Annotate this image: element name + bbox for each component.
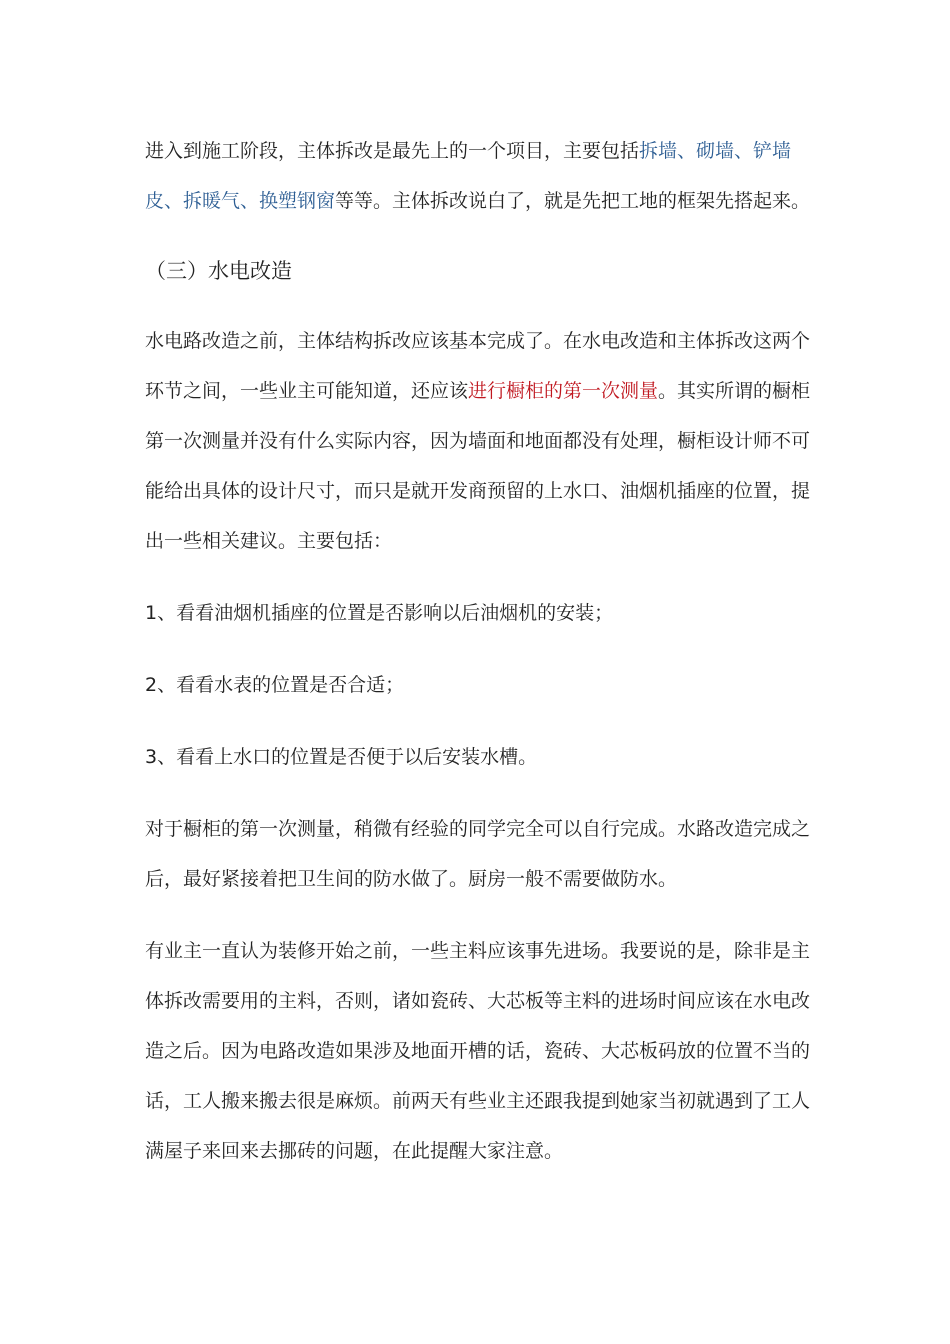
demolition-items-link[interactable]: 拆墙、砌墙、铲墙皮、拆暖气、换塑钢窗 xyxy=(145,140,792,212)
paragraph-demolition xyxy=(145,126,813,226)
paragraph-plumbing-intro xyxy=(145,316,813,566)
paragraph-demolition-text-before: 进入到施工阶段，主体拆改是最先上的一个项目，主要包括 xyxy=(145,140,640,162)
paragraph-plumbing-text-after: 。其实所谓的橱柜第一次测量并没有什么实际内容，因为墙面和地面都没有处理，橱柜设计师不可能给出具体的设计尺寸，而只是就开发商预留的上水口、油烟机插座的位置，提出一些相关建议。主要包括： xyxy=(145,380,811,552)
paragraph-materials: 有业主一直认为装修开始之前，一些主料应该事先进场。我要说的是，除非是主体拆改需要用的主料，否则，诸如瓷砖、大芯板等主料的进场时间应该在水电改造之后。因为电路改造如果涉及地面开槽的话，瓷砖、大芯板码放的位置不当的话，工人搬来搬去很是麻烦。前两天有些业主还跟我提到她家当初就遇到了工人满屋子来回来去挪砖的问题，在此提醒大家注意。 xyxy=(145,940,811,1162)
article-body xyxy=(145,126,813,1176)
paragraph-cabinet-measurement: 对于橱柜的第一次测量，稍微有经验的同学完全可以自行完成。水路改造完成之后，最好紧接着把卫生间的防水做了。厨房一般不需要做防水。 xyxy=(145,818,811,890)
section-heading-plumbing-electrical: （三）水电改造 xyxy=(145,259,292,283)
list-item-2: 2、看看水表的位置是否合适； xyxy=(145,674,405,696)
paragraph-plumbing-text-before: 水电路改造之前，主体结构拆改应该基本完成了。在水电改造和主体拆改这两个环节之间，一些业主可能知道，还应该 xyxy=(145,330,811,402)
paragraph-demolition-text-after: 等等。主体拆改说白了，就是先把工地的框架先搭起来。 xyxy=(335,190,811,212)
list-item-1: 1、看看油烟机插座的位置是否影响以后油烟机的安装； xyxy=(145,602,614,624)
list-item-3: 3、看看上水口的位置是否便于以后安装水槽。 xyxy=(145,746,538,768)
cabinet-measurement-link[interactable]: 进行橱柜的第一次测量 xyxy=(468,380,659,402)
